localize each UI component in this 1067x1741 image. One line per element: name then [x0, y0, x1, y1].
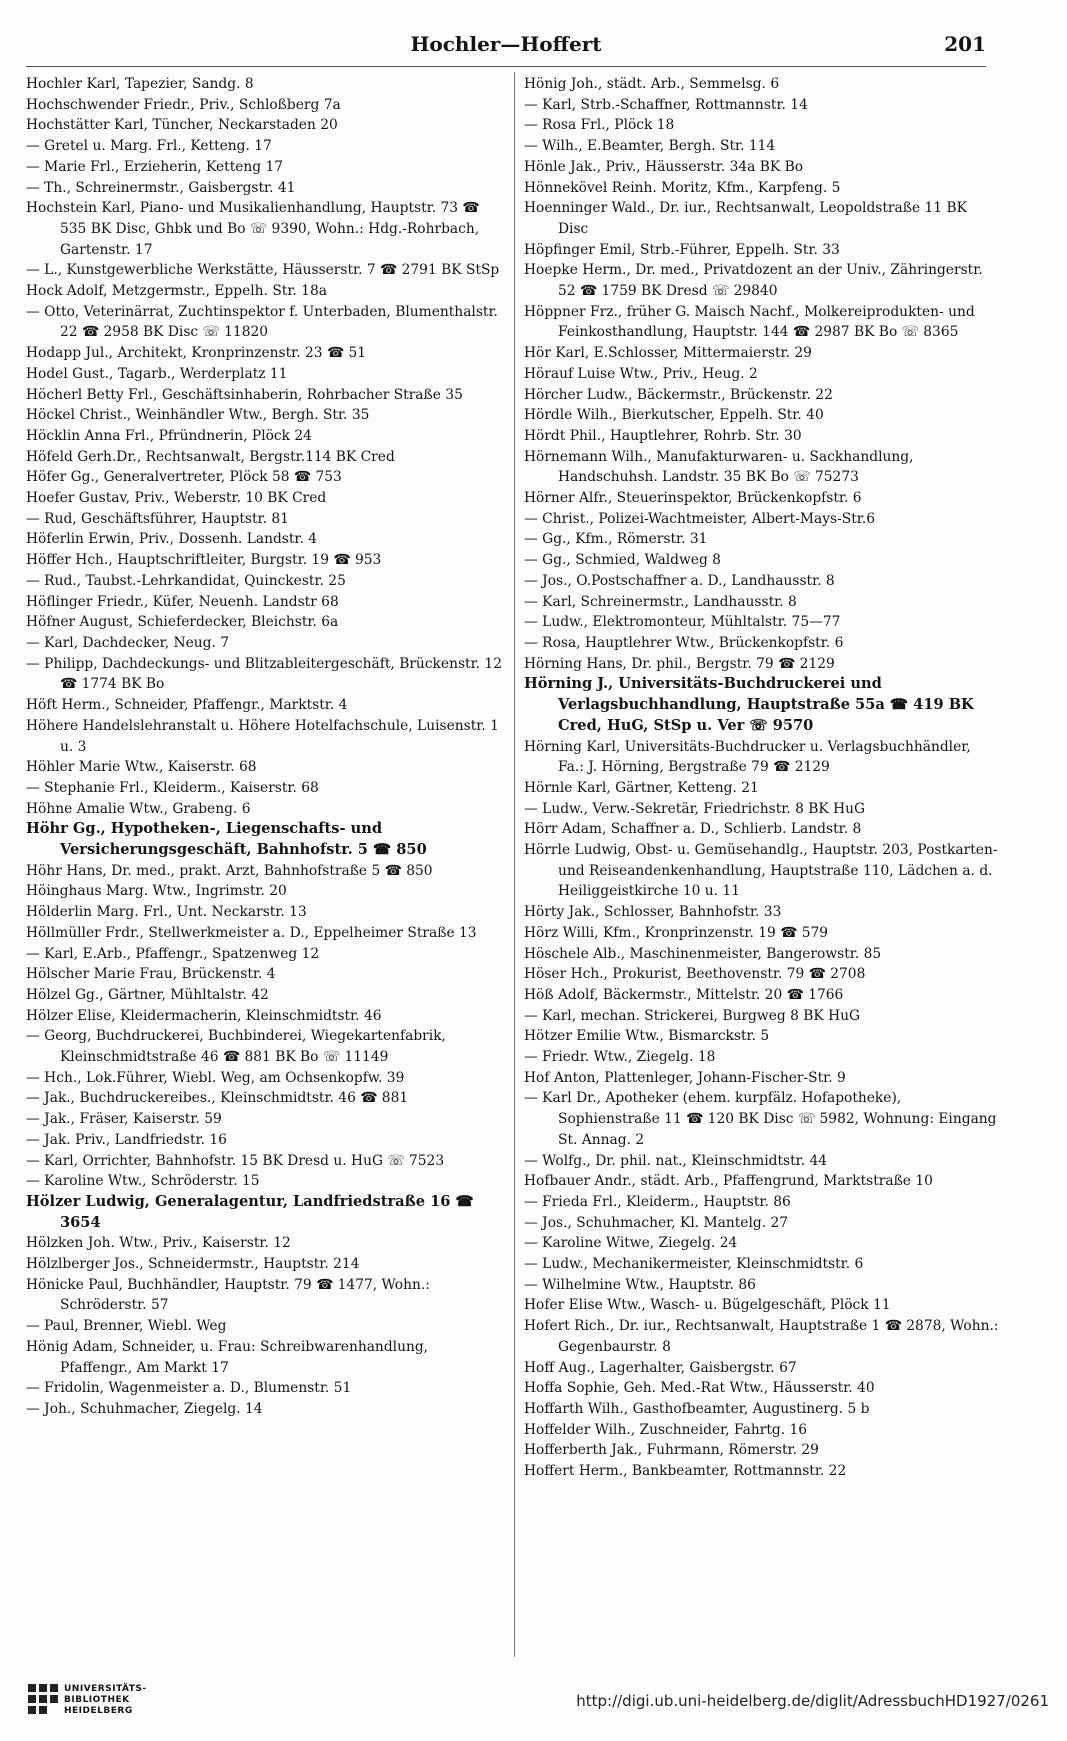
directory-entry: Hochstein Karl, Piano- und Musikalienhandlung, Hauptstr. 73 ☎ 535 BK Disc, Ghbk und Bo ☏ 9390, Wohn.: Hdg.-Rohrbach, Gartenstr. 17	[26, 200, 480, 258]
directory-entry: — Karl, E.Arb., Pfaffengr., Spatzenweg 12	[26, 945, 320, 962]
directory-entry: Hölzer Ludwig, Generalagentur, Landfriedstraße 16 ☎ 3654	[26, 1192, 474, 1231]
directory-entry: — Karoline Witwe, Ziegelg. 24	[524, 1235, 738, 1252]
directory-entry: Hölzel Gg., Gärtner, Mühltalstr. 42	[26, 986, 269, 1003]
directory-entry: — Rosa Frl., Plöck 18	[524, 117, 675, 134]
directory-entry: — Hch., Lok.Führer, Wiebl. Weg, am Ochsenkopfw. 39	[26, 1069, 405, 1086]
directory-entry: Hörnle Karl, Gärtner, Ketteng. 21	[524, 779, 759, 796]
directory-entry: — Jak., Fräser, Kaiserstr. 59	[26, 1111, 222, 1128]
directory-entry: Hörcher Ludw., Bäckermstr., Brückenstr. 22	[524, 386, 833, 403]
directory-entry: Höcklin Anna Frl., Pfründnerin, Plöck 24	[26, 427, 312, 444]
directory-entry: — Rud., Taubst.-Lehrkandidat, Quinckestr. 25	[26, 572, 346, 589]
directory-entry: Hönicke Paul, Buchhändler, Hauptstr. 79 ☎ 1477, Wohn.: Schröderstr. 57	[26, 1276, 430, 1314]
directory-entry: — Ludw., Mechanikermeister, Kleinschmidtstr. 6	[524, 1256, 864, 1273]
directory-entry: Höhere Handelslehranstalt u. Höhere Hotelfachschule, Luisenstr. 1 u. 3	[26, 717, 499, 755]
directory-entry: — Paul, Brenner, Wiebl. Weg	[26, 1318, 227, 1335]
directory-entry: Hoff Aug., Lagerhalter, Gaisbergstr. 67	[524, 1359, 797, 1376]
directory-entry: — Wilh., E.Beamter, Bergh. Str. 114	[524, 138, 776, 155]
directory-entry: Höffer Hch., Hauptschriftleiter, Burgstr. 19 ☎ 953	[26, 552, 382, 569]
right-column	[524, 74, 1000, 1482]
page-header	[26, 28, 986, 62]
directory-entry: — Joh., Schuhmacher, Ziegelg. 14	[26, 1401, 263, 1417]
footer	[0, 1680, 1067, 1741]
directory-entry: Hör Karl, E.Schlosser, Mittermaierstr. 29	[524, 345, 812, 362]
directory-entry: Hoenninger Wald., Dr. iur., Rechtsanwalt, Leopoldstraße 11 BK Disc	[524, 200, 967, 237]
directory-entry: Hoffelder Wilh., Zuschneider, Fahrtg. 16	[524, 1421, 808, 1438]
directory-entry: Hörauf Luise Wtw., Priv., Heug. 2	[524, 365, 758, 382]
directory-entry: — Wilhelmine Wtw., Hauptstr. 86	[524, 1276, 756, 1293]
directory-entry: — Karl, Dachdecker, Neug. 7	[26, 634, 229, 651]
directory-entry: — Jak. Priv., Landfriedstr. 16	[26, 1131, 227, 1148]
directory-entry: — Ludw., Elektromonteur, Mühltalstr. 75—77	[524, 614, 841, 631]
directory-entry: — Karl, mechan. Strickerei, Burgweg 8 BK HuG	[524, 1007, 861, 1024]
directory-entry: — Friedr. Wtw., Ziegelg. 18	[524, 1049, 716, 1066]
directory-entry: — Rosa, Hauptlehrer Wtw., Brückenkopfstr. 6	[524, 634, 844, 651]
directory-entry: Höinghaus Marg. Wtw., Ingrimstr. 20	[26, 883, 287, 900]
directory-entry: — Christ., Polizei-Wachtmeister, Albert-Mays-Str.6	[524, 510, 875, 527]
directory-entry: Hörning Hans, Dr. phil., Bergstr. 79 ☎ 2129	[524, 655, 835, 672]
directory-entry: Hölzken Joh. Wtw., Priv., Kaiserstr. 12	[26, 1235, 291, 1252]
directory-entry: — Gretel u. Marg. Frl., Ketteng. 17	[26, 138, 272, 155]
directory-entry: Höhr Gg., Hypotheken-, Liegenschafts- und Versicherungsgeschäft, Bahnhofstr. 5 ☎ 850	[26, 820, 427, 859]
page-title: Hochler—Hoffert	[410, 32, 602, 56]
directory-entry: Höpfinger Emil, Strb.-Führer, Eppelh. Str. 33	[524, 241, 840, 258]
directory-entry: Hodapp Jul., Architekt, Kronprinzenstr. 23 ☎ 51	[26, 345, 367, 362]
directory-entry: — Karl Dr., Apotheker (ehem. kurpfälz. Hofapotheke), Sophienstraße 11 ☎ 120 BK Disc ☏ 5982, Wohnung: Eingang St. Annag. 2	[524, 1090, 997, 1148]
directory-entry: Höschele Alb., Maschinenmeister, Bangerowstr. 85	[524, 945, 882, 962]
directory-entry: Hoffarth Wilh., Gasthofbeamter, Augustinerg. 5 b	[524, 1401, 870, 1417]
directory-entry: Hörner Alfr., Steuerinspektor, Brückenkopfstr. 6	[524, 490, 862, 507]
directory-entry: — Ludw., Verw.-Sekretär, Friedrichstr. 8 BK HuG	[524, 800, 866, 817]
directory-entry: — Georg, Buchdruckerei, Buchbinderei, Wiegekartenfabrik, Kleinschmidtstraße 46 ☎ 881 BK Bo ☏ 11149	[26, 1028, 446, 1066]
library-name-line: UNIVERSITÄTS-	[64, 1684, 147, 1694]
directory-entry: Höhr Hans, Dr. med., prakt. Arzt, Bahnhofstraße 5 ☎ 850	[26, 862, 433, 879]
directory-entry: — Rud, Geschäftsführer, Hauptstr. 81	[26, 510, 289, 527]
directory-entry: — Marie Frl., Erzieherin, Ketteng 17	[26, 158, 284, 175]
directory-entry: — Gg., Kfm., Römerstr. 31	[524, 531, 708, 548]
source-url-link[interactable]: http://digi.ub.uni-heidelberg.de/diglit/AdressbuchHD1927/0261	[576, 1692, 1049, 1710]
directory-entry: Höft Herm., Schneider, Pfaffengr., Marktstr. 4	[26, 697, 348, 714]
directory-entry: Höppner Frz., früher G. Maisch Nachf., Molkereiprodukten- und Feinkosthandlung, Hauptstr. 144 ☎ 2987 BK Bo ☏ 8365	[524, 303, 975, 341]
directory-entry: Hofert Rich., Dr. iur., Rechtsanwalt, Hauptstraße 1 ☎ 2878, Wohn.: Gegenbaurstr. 8	[524, 1318, 999, 1355]
directory-entry: Hördt Phil., Hauptlehrer, Rohrb. Str. 30	[524, 427, 802, 444]
directory-entry: Hof Anton, Plattenleger, Johann-Fischer-Str. 9	[524, 1069, 846, 1086]
directory-entry: — Philipp, Dachdeckungs- und Blitzableitergeschäft, Brückenstr. 12 ☎ 1774 BK Bo	[26, 655, 502, 693]
directory-entry: — Wolfg., Dr. phil. nat., Kleinschmidtstr. 44	[524, 1152, 828, 1169]
directory-entry: Höfeld Gerh.Dr., Rechtsanwalt, Bergstr.114 BK Cred	[26, 448, 395, 465]
page-number: 201	[944, 32, 986, 56]
directory-entry: Hofbauer Andr., städt. Arb., Pfaffengrund, Marktstraße 10	[524, 1173, 933, 1190]
directory-entry: Hochschwender Friedr., Priv., Schloßberg 7a	[26, 96, 341, 113]
directory-entry: — Jak., Buchdruckereibes., Kleinschmidtstr. 46 ☎ 881	[26, 1090, 409, 1107]
directory-entry: Höhne Amalie Wtw., Grabeng. 6	[26, 800, 251, 817]
directory-entry: Hochler Karl, Tapezier, Sandg. 8	[26, 76, 254, 92]
library-name	[64, 1684, 147, 1717]
directory-entry: Hötzer Emilie Wtw., Bismarckstr. 5	[524, 1028, 770, 1045]
directory-entry: Höfner August, Schieferdecker, Bleichstr. 6a	[26, 614, 339, 631]
directory-entry: — Karl, Schreinermstr., Landhausstr. 8	[524, 593, 797, 610]
directory-entry: Höß Adolf, Bäckermstr., Mittelstr. 20 ☎ 1766	[524, 986, 844, 1003]
directory-entry: — Stephanie Frl., Kleiderm., Kaiserstr. 68	[26, 779, 319, 796]
directory-entry: Hölzlberger Jos., Schneidermstr., Hauptstr. 214	[26, 1256, 360, 1273]
directory-entry: Höferlin Erwin, Priv., Dossenh. Landstr. 4	[26, 531, 318, 548]
library-name-line: BIBLIOTHEK	[64, 1695, 130, 1705]
column-divider	[514, 72, 515, 1657]
left-column	[26, 74, 502, 1420]
directory-entry: — Jos., O.Postschaffner a. D., Landhausstr. 8	[524, 572, 835, 589]
directory-entry: Hörty Jak., Schlosser, Bahnhofstr. 33	[524, 904, 782, 921]
directory-entry: Hörrle Ludwig, Obst- u. Gemüsehandlg., Hauptstr. 203, Postkarten- und Reiseandenkenhandlung, Hauptstraße 110, Lädchen a. d. Heiliggeistkirche 10 u. 11	[524, 842, 998, 900]
directory-entry: Höhler Marie Wtw., Kaiserstr. 68	[26, 759, 257, 776]
directory-entry: Hörr Adam, Schaffner a. D., Schlierb. Landstr. 8	[524, 821, 862, 838]
directory-entry: Hoffa Sophie, Geh. Med.-Rat Wtw., Häusserstr. 40	[524, 1380, 875, 1397]
directory-entry: Hoffert Herm., Bankbeamter, Rottmannstr. 22	[524, 1463, 847, 1480]
library-logo-icon	[28, 1684, 58, 1714]
directory-entry: Hölzer Elise, Kleidermacherin, Kleinschmidtstr. 46	[26, 1007, 382, 1024]
directory-entry: Hölderlin Marg. Frl., Unt. Neckarstr. 13	[26, 904, 307, 921]
directory-entry: Hoepke Herm., Dr. med., Privatdozent an der Univ., Zähringerstr. 52 ☎ 1759 BK Dresd ☏ 29840	[524, 262, 983, 300]
directory-entry: Hofer Elise Wtw., Wasch- u. Bügelgeschäft, Plöck 11	[524, 1297, 891, 1314]
directory-entry: Hördle Wilh., Bierkutscher, Eppelh. Str. 40	[524, 407, 824, 424]
directory-entry: Hofferberth Jak., Fuhrmann, Römerstr. 29	[524, 1442, 819, 1459]
directory-entry: Höser Hch., Prokurist, Beethovenstr. 79 ☎ 2708	[524, 966, 866, 983]
directory-entry: — Gg., Schmied, Waldweg 8	[524, 552, 721, 569]
directory-entry: — Fridolin, Wagenmeister a. D., Blumenstr. 51	[26, 1380, 352, 1397]
directory-entry: Hönig Adam, Schneider, u. Frau: Schreibwarenhandlung, Pfaffengr., Am Markt 17	[26, 1338, 429, 1376]
header-rule	[26, 66, 986, 67]
directory-entry: Hölscher Marie Frau, Brückenstr. 4	[26, 966, 276, 983]
directory-entry: Hörning Karl, Universitäts-Buchdrucker u. Verlagsbuchhändler, Fa.: J. Hörning, Bergstraße 79 ☎ 2129	[524, 738, 971, 776]
directory-entry: — Jos., Schuhmacher, Kl. Mantelg. 27	[524, 1214, 789, 1231]
directory-entry: Hochstätter Karl, Tüncher, Neckarstaden 20	[26, 117, 338, 134]
library-name-line: HEIDELBERG	[64, 1706, 133, 1716]
directory-entry: Höflinger Friedr., Küfer, Neuenh. Landstr 68	[26, 593, 339, 610]
directory-entry: — Th., Schreinermstr., Gaisbergstr. 41	[26, 179, 296, 196]
directory-entry: Hodel Gust., Tagarb., Werderplatz 11	[26, 365, 288, 382]
directory-entry: Höfer Gg., Generalvertreter, Plöck 58 ☎ 753	[26, 469, 342, 486]
directory-entry: — Karoline Wtw., Schröderstr. 15	[26, 1173, 260, 1190]
directory-entry: Höckel Christ., Weinhändler Wtw., Bergh. Str. 35	[26, 407, 370, 424]
directory-entry: Höcherl Betty Frl., Geschäftsinhaberin, Rohrbacher Straße 35	[26, 386, 463, 403]
directory-entry: Hörnemann Wilh., Manufakturwaren- u. Sackhandlung, Handschuhsh. Landstr. 35 BK Bo ☏ 75273	[524, 448, 914, 486]
directory-entry: Hörz Willi, Kfm., Kronprinzenstr. 19 ☎ 579	[524, 924, 829, 941]
directory-entry: Hoefer Gustav, Priv., Weberstr. 10 BK Cred	[26, 490, 327, 507]
directory-entry: Hönnekövel Reinh. Moritz, Kfm., Karpfeng. 5	[524, 179, 841, 196]
directory-entry: Hönig Joh., städt. Arb., Semmelsg. 6	[524, 76, 780, 92]
directory-entry: — Karl, Strb.-Schaffner, Rottmannstr. 14	[524, 96, 808, 113]
directory-entry: Hock Adolf, Metzgermstr., Eppelh. Str. 18a	[26, 283, 327, 300]
directory-entry: Hönle Jak., Priv., Häusserstr. 34a BK Bo	[524, 158, 804, 175]
directory-entry: — Frieda Frl., Kleiderm., Hauptstr. 86	[524, 1193, 791, 1210]
directory-entry: — Otto, Veterinärrat, Zuchtinspektor f. Unterbaden, Blumenthalstr. 22 ☎ 2958 BK Disc ☏ 11820	[26, 303, 498, 341]
directory-entry: — Karl, Orrichter, Bahnhofstr. 15 BK Dresd u. HuG ☏ 7523	[26, 1152, 445, 1169]
directory-entry: Hörning J., Universitäts-Buchdruckerei und Verlagsbuchhandlung, Hauptstraße 55a ☎ 419 BK Cred, HuG, StSp u. Ver ☏ 9570	[524, 675, 974, 734]
directory-entry: — L., Kunstgewerbliche Werkstätte, Häusserstr. 7 ☎ 2791 BK StSp	[26, 262, 500, 279]
directory-entry: Höllmüller Frdr., Stellwerkmeister a. D., Eppelheimer Straße 13	[26, 924, 477, 941]
